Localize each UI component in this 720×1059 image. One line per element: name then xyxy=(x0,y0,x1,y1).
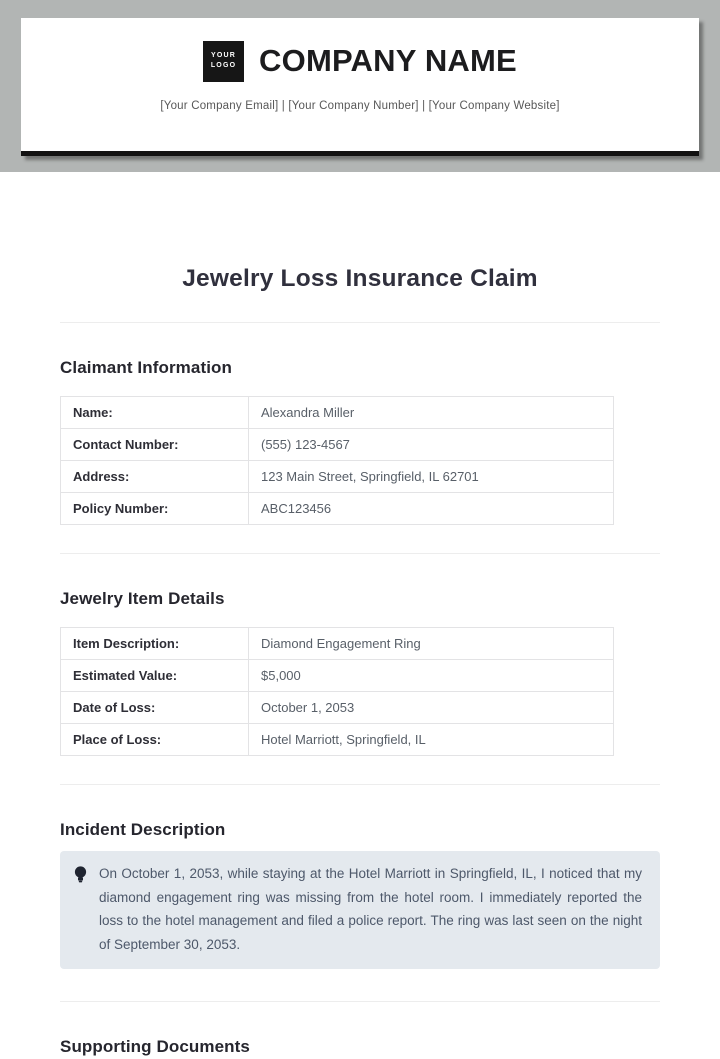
section-heading-jewelry: Jewelry Item Details xyxy=(60,589,225,608)
table-row xyxy=(61,692,614,724)
table-row xyxy=(61,724,614,756)
field-value: October 1, 2053 xyxy=(249,692,614,724)
divider xyxy=(60,322,660,323)
field-label: Policy Number: xyxy=(61,493,249,525)
brand-row xyxy=(203,39,517,83)
table-row xyxy=(61,493,614,525)
company-logo xyxy=(203,41,244,82)
jewelry-details-table xyxy=(60,627,614,756)
incident-callout xyxy=(60,851,660,969)
field-value: ABC123456 xyxy=(249,493,614,525)
lightbulb-icon xyxy=(74,866,87,956)
field-value: 123 Main Street, Springfield, IL 62701 xyxy=(249,461,614,493)
section-heading-claimant: Claimant Information xyxy=(60,358,233,377)
letterhead-card xyxy=(21,18,699,156)
divider xyxy=(60,553,660,554)
field-label: Name: xyxy=(61,397,249,429)
field-value: Diamond Engagement Ring xyxy=(249,628,614,660)
claimant-info-table xyxy=(60,396,614,525)
table-row xyxy=(61,660,614,692)
table-row xyxy=(61,429,614,461)
field-label: Address: xyxy=(61,461,249,493)
field-label: Place of Loss: xyxy=(61,724,249,756)
field-label: Item Description: xyxy=(61,628,249,660)
table-row xyxy=(61,628,614,660)
table-row xyxy=(61,397,614,429)
field-value: Hotel Marriott, Springfield, IL xyxy=(249,724,614,756)
page-title: Jewelry Loss Insurance Claim xyxy=(182,265,538,292)
field-value: Alexandra Miller xyxy=(249,397,614,429)
field-label: Estimated Value: xyxy=(61,660,249,692)
letterhead-band xyxy=(0,0,720,172)
section-heading-supporting: Supporting Documents xyxy=(60,1037,250,1056)
logo-text-line2: LOGO xyxy=(210,62,237,69)
divider xyxy=(60,1001,660,1002)
field-label: Date of Loss: xyxy=(61,692,249,724)
field-value: (555) 123-4567 xyxy=(249,429,614,461)
field-label: Contact Number: xyxy=(61,429,249,461)
section-heading-incident: Incident Description xyxy=(60,820,226,839)
divider xyxy=(60,784,660,785)
company-name: COMPANY NAME xyxy=(259,43,517,78)
logo-text-line1: YOUR xyxy=(211,51,237,59)
table-row xyxy=(61,461,614,493)
document-body xyxy=(0,264,720,1059)
field-value: $5,000 xyxy=(249,660,614,692)
company-contact-line: [Your Company Email] | [Your Company Number] | [Your Company Website] xyxy=(160,100,560,112)
incident-description-text: On October 1, 2053, while staying at the Hotel Marriott in Springfield, IL, I noticed that my diamond engagement ring was missing from the hotel room. I immediately reported the loss to the hotel management and filed a police report. The ring was last seen on the night of September 30, 2053. xyxy=(99,866,642,952)
